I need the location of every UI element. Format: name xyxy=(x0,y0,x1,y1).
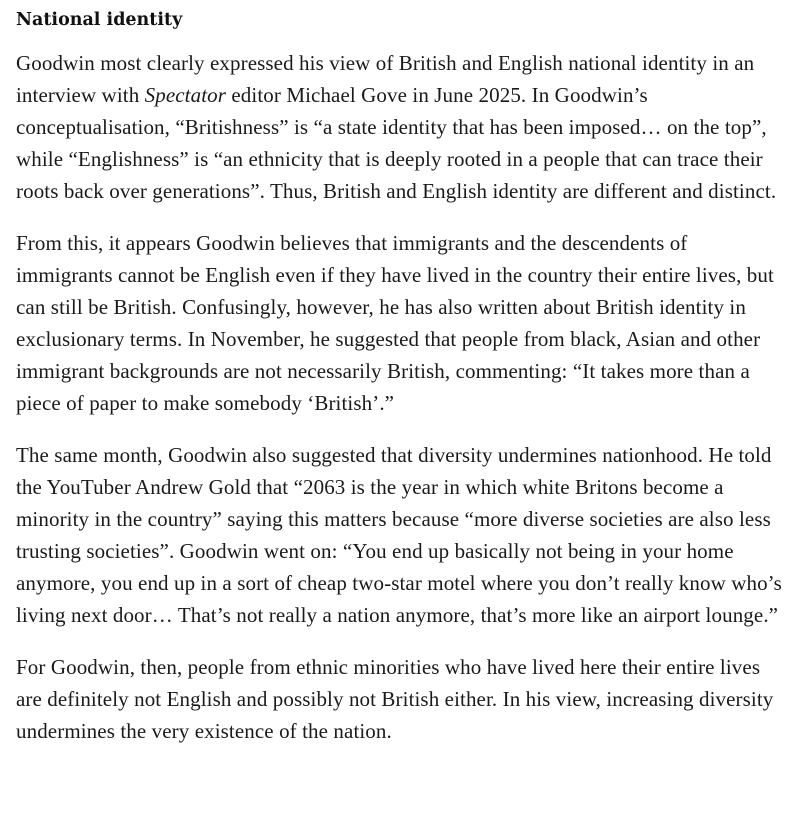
paragraph-diversity: The same month, Goodwin also suggested that diversity undermines nationhood. He told the YouTuber Andrew Gold that “2063 is the year in which white Britons become a minority in the country” saying this matters because “more diverse societies are also less trusting societies”. Goodwin went on: “You end up basically not being in your home anymore, you end up in a sort of cheap two-star motel where you don’t really know who’s living next door… That’s not really a nation anymore, that’s more like an airport lounge.” xyxy=(16,443,782,627)
publication-name: Spectator xyxy=(144,83,227,107)
paragraph-text: editor Michael Gove in June 2025. In Goodwin’s conceptualisation, “Britishness” is “a state identity that has been imposed… on the top”, while “Englishness” is “an ethnicity that is deeply rooted in a people that can trace their roots back over generations”. Thus, British and English identity are different and distinct. xyxy=(16,83,777,203)
paragraph-conclusion: For Goodwin, then, people from ethnic minorities who have lived here their entire lives are definitely not English and possibly not British either. In his view, increasing diversity undermines the very existence of the nation. xyxy=(16,655,774,743)
section-heading: National identity xyxy=(16,10,183,30)
paragraph-text: Goodwin most clearly expressed his view of British and English national identity in an interview with xyxy=(16,51,755,107)
paragraph-gove-interview xyxy=(16,47,789,207)
paragraph-immigrants: From this, it appears Goodwin believes that immigrants and the descendents of immigrants cannot be English even if they have lived in the country their entire lives, but can still be British. Confusingly, however, he has also written about British identity in exclusionary terms. In November, he suggested that people from black, Asian and other immigrant backgrounds are not necessarily British, commenting: “It takes more than a piece of paper to make somebody ‘British’.” xyxy=(16,231,774,415)
